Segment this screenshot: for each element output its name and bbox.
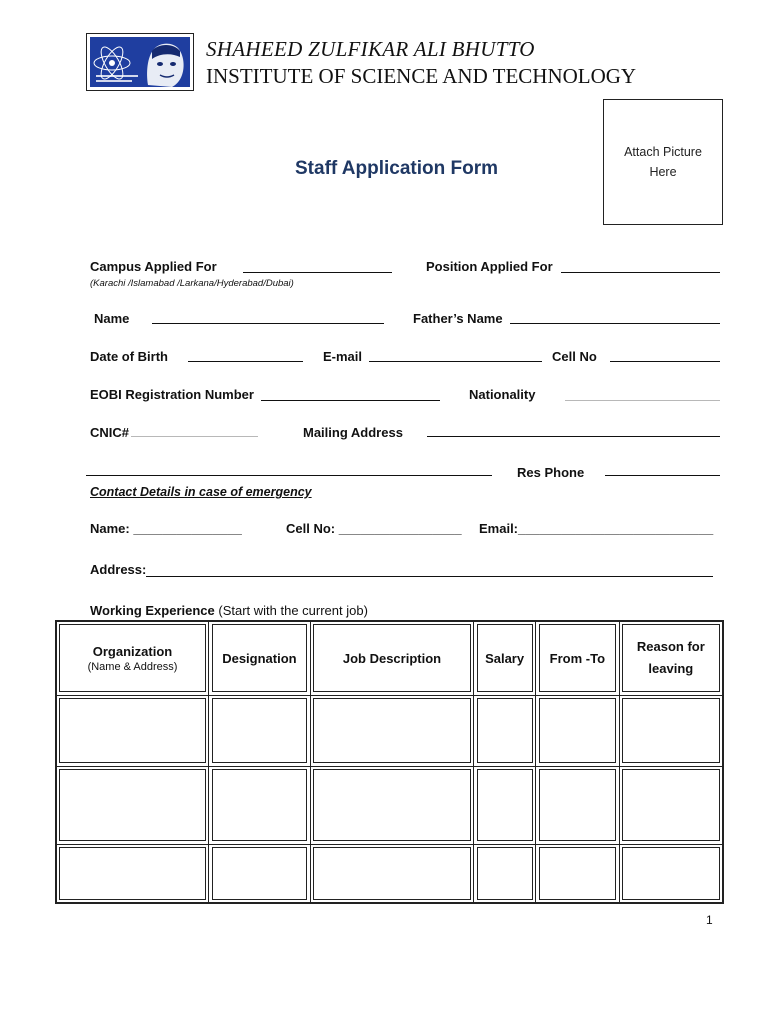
institute-name-line2: INSTITUTE OF SCIENCE AND TECHNOLOGY [206, 64, 637, 88]
campus-note: (Karachi /Islamabad /Larkana/Hyderabad/Dubai) [90, 278, 294, 289]
cell-from-to[interactable] [536, 766, 620, 844]
nationality-label: Nationality [469, 387, 536, 402]
name-label: Name [94, 311, 130, 326]
name-field[interactable] [152, 323, 384, 324]
col-designation: Designation [209, 621, 311, 695]
campus-field[interactable] [243, 272, 392, 273]
eobi-field[interactable] [261, 400, 440, 401]
res-phone-label: Res Phone [517, 465, 585, 480]
father-name-label: Father’s Name [413, 311, 503, 326]
cell-no-label: Cell No [552, 349, 597, 364]
table-header-row [56, 621, 723, 695]
cell-job-description[interactable] [310, 766, 473, 844]
table-row [56, 695, 723, 766]
col-job-description: Job Description [310, 621, 473, 695]
work-experience-title-note: (Start with the current job) [214, 603, 368, 618]
cell-salary[interactable] [474, 766, 536, 844]
position-label: Position Applied For [426, 259, 553, 274]
cell-reason[interactable] [619, 766, 723, 844]
cell-designation[interactable] [209, 844, 311, 903]
res-phone-field[interactable] [605, 475, 720, 476]
col-organization-sub: (Name & Address) [87, 660, 178, 673]
col-salary: Salary [474, 621, 536, 695]
cell-designation[interactable] [209, 766, 311, 844]
photo-box-line2: Here [649, 165, 677, 179]
institute-logo [86, 33, 194, 91]
email-label: E-mail [323, 349, 363, 364]
form-title: Staff Application Form [295, 158, 499, 179]
mailing-address-field[interactable] [427, 436, 720, 437]
col-from-to: From -To [536, 621, 620, 695]
emergency-cell-field[interactable]: Cell No: _________________ [286, 521, 462, 536]
cell-salary[interactable] [474, 844, 536, 903]
cell-reason[interactable] [619, 844, 723, 903]
father-name-field[interactable] [510, 323, 720, 324]
work-experience-table [55, 620, 724, 904]
photo-box-line1: Attach Picture [624, 145, 702, 159]
cnic-field[interactable] [131, 436, 258, 437]
institute-name-line1: SHAHEED ZULFIKAR ALI BHUTTO [206, 37, 535, 61]
table-row [56, 766, 723, 844]
dob-field[interactable] [188, 361, 303, 362]
emergency-address-field[interactable] [146, 576, 713, 577]
emergency-heading: Contact Details in case of emergency [90, 485, 312, 499]
position-field[interactable] [561, 272, 720, 273]
cell-organization[interactable] [56, 766, 209, 844]
table-row [56, 844, 723, 903]
cnic-label: CNIC# [90, 425, 130, 440]
cell-from-to[interactable] [536, 844, 620, 903]
dob-label: Date of Birth [90, 349, 168, 364]
col-organization-label: Organization [92, 643, 173, 659]
cell-organization[interactable] [56, 695, 209, 766]
col-organization [56, 621, 209, 695]
mailing-address-line2-field[interactable] [86, 475, 492, 476]
cell-salary[interactable] [474, 695, 536, 766]
cell-no-field[interactable] [610, 361, 720, 362]
cell-organization[interactable] [56, 844, 209, 903]
eobi-label: EOBI Registration Number [90, 387, 254, 402]
email-field[interactable] [369, 361, 542, 362]
photo-attachment-box[interactable] [603, 99, 723, 225]
szabist-logo-icon [90, 37, 190, 87]
cell-reason[interactable] [619, 695, 723, 766]
cell-designation[interactable] [209, 695, 311, 766]
emergency-name-field[interactable]: Name: _______________ [90, 521, 242, 536]
mailing-address-label: Mailing Address [303, 425, 403, 440]
cell-job-description[interactable] [310, 695, 473, 766]
emergency-email-field[interactable]: Email:___________________________ [479, 521, 714, 536]
nationality-field[interactable] [565, 400, 720, 401]
emergency-address-label: Address: [90, 562, 147, 577]
page-number: 1 [706, 913, 713, 927]
work-experience-title-bold: Working Experience [90, 603, 215, 618]
cell-from-to[interactable] [536, 695, 620, 766]
work-experience-title [90, 603, 368, 618]
col-reason-for-leaving: Reason for leaving [619, 621, 723, 695]
cell-job-description[interactable] [310, 844, 473, 903]
campus-label: Campus Applied For [90, 259, 217, 274]
